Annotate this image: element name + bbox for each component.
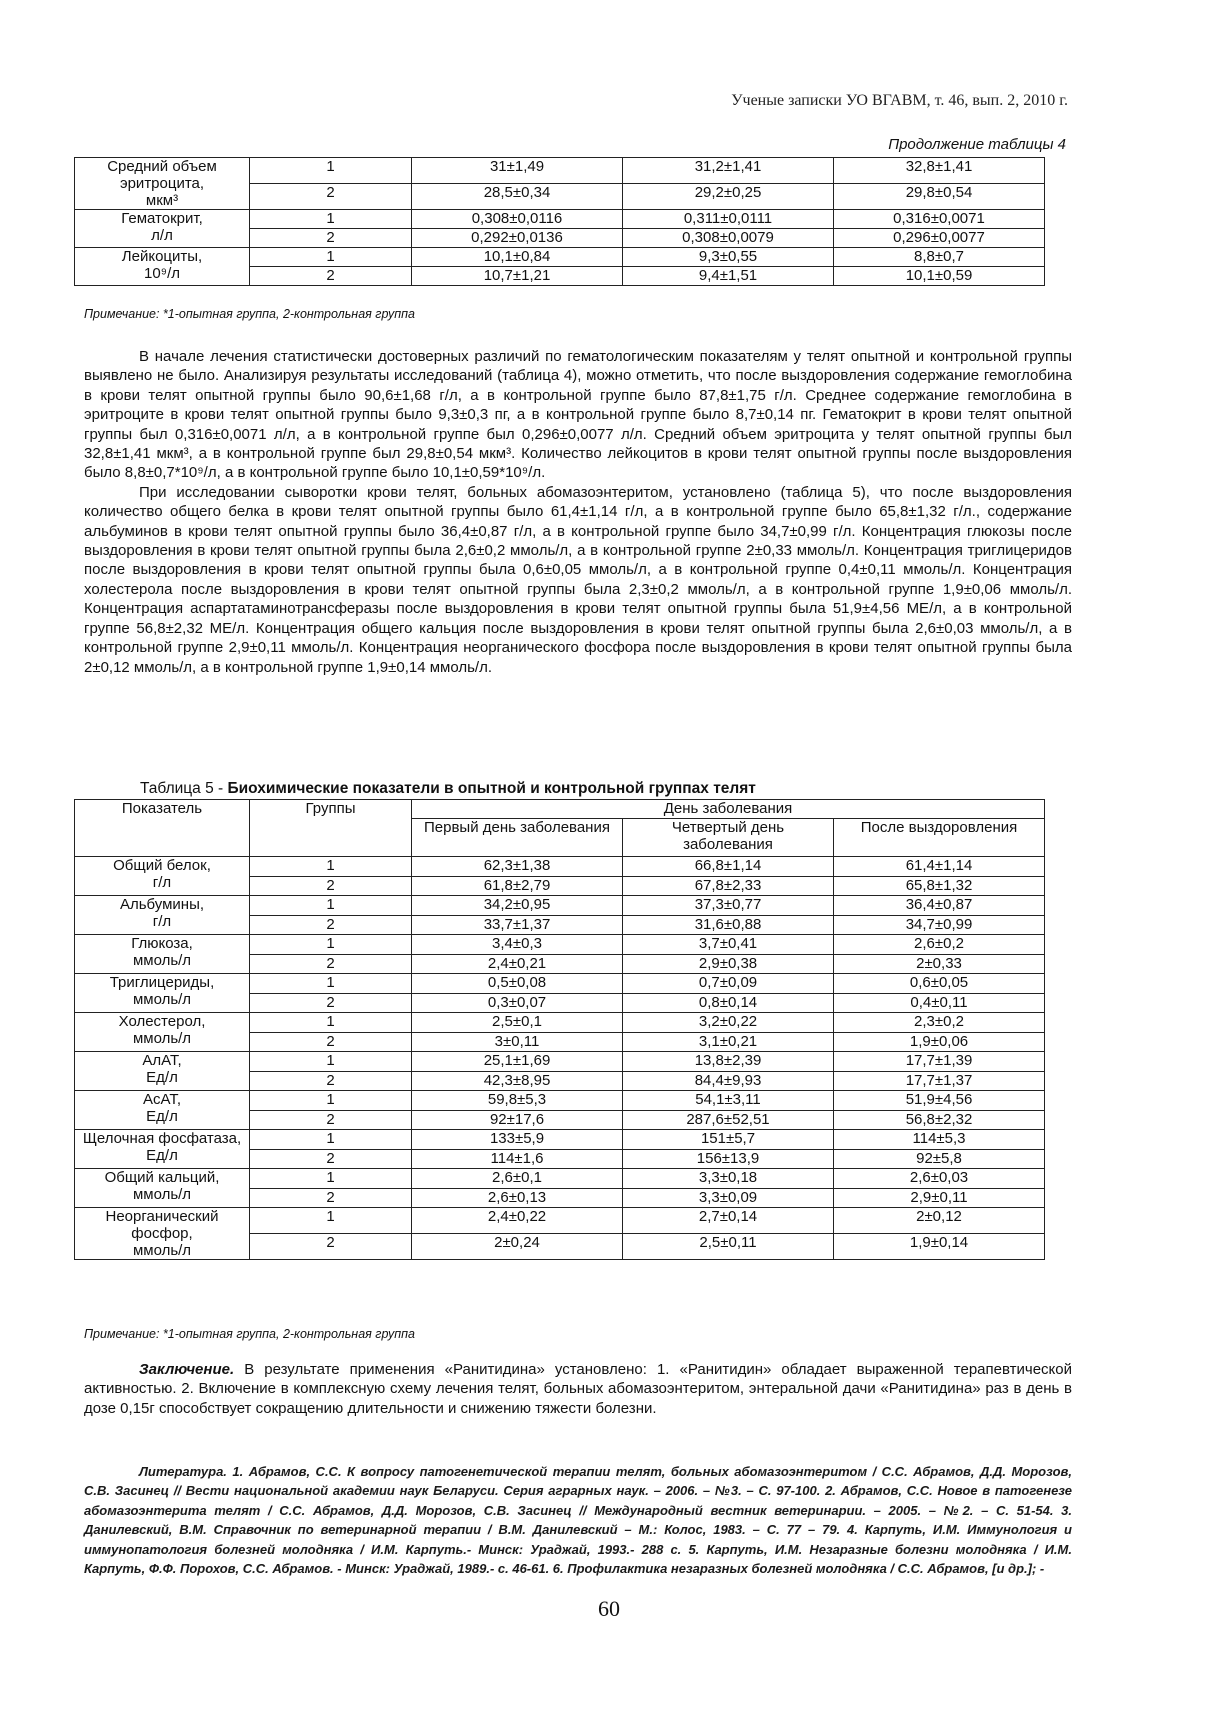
value-cell: 0,308±0,0116 — [412, 210, 623, 229]
conclusion-text: В результате применения «Ранитидина» установлено: 1. «Ранитидин» обладает выраженной терапевтической активностью. 2. Включение в комплексную схему лечения телят, больных абомазоэнтеритом, энтеральной дачи «Ранитидина» раз в день в дозе 0,15г способствует сокращению длительности и снижению тяжести болезни. — [84, 1361, 1072, 1417]
value-cell: 0,6±0,05 — [834, 974, 1045, 994]
group-number: 1 — [250, 158, 412, 184]
table-row — [75, 1130, 1045, 1150]
value-cell: 3,4±0,3 — [412, 935, 623, 955]
value-cell: 10,7±1,21 — [412, 267, 623, 286]
value-cell: 0,8±0,14 — [623, 993, 834, 1013]
value-cell: 2,4±0,21 — [412, 954, 623, 974]
indicator-name — [75, 896, 250, 935]
table5-caption — [140, 780, 756, 798]
indicator-name-line: Ед/л — [146, 1147, 178, 1164]
value-cell: 114±1,6 — [412, 1149, 623, 1169]
indicator-name — [75, 248, 250, 286]
value-cell: 156±13,9 — [623, 1149, 834, 1169]
group-number: 1 — [250, 1013, 412, 1033]
indicator-name-line: Альбумины, — [119, 896, 205, 913]
value-cell: 2±0,24 — [412, 1234, 623, 1260]
value-cell: 29,2±0,25 — [623, 184, 834, 210]
references-label: Литература. — [139, 1464, 227, 1479]
value-cell: 151±5,7 — [623, 1130, 834, 1150]
value-cell: 3,2±0,22 — [623, 1013, 834, 1033]
group-number: 2 — [250, 915, 412, 935]
value-cell: 287,6±52,51 — [623, 1110, 834, 1130]
value-cell: 28,5±0,34 — [412, 184, 623, 210]
value-cell: 0,296±0,0077 — [834, 229, 1045, 248]
value-cell: 3,3±0,18 — [623, 1169, 834, 1189]
group-number: 2 — [250, 267, 412, 286]
running-head: Ученые записки УО ВГАВМ, т. 46, вып. 2, 2010 г. — [731, 92, 1068, 109]
value-cell: 0,316±0,0071 — [834, 210, 1045, 229]
indicator-name-line: ммоль/л — [132, 991, 192, 1008]
group-number: 1 — [250, 1091, 412, 1111]
value-cell: 13,8±2,39 — [623, 1052, 834, 1072]
group-number: 1 — [250, 1130, 412, 1150]
indicator-name-line: Триглицериды, — [109, 974, 215, 991]
table4-continuation — [74, 157, 1045, 286]
indicator-name-line: Холестерол, — [118, 1013, 206, 1030]
value-cell: 9,4±1,51 — [623, 267, 834, 286]
table5-note: Примечание: *1-опытная группа, 2-контрольная группа — [84, 1327, 415, 1341]
value-cell: 2±0,12 — [834, 1208, 1045, 1234]
indicator-name-line: эритроцита, — [119, 175, 205, 192]
indicator-name — [75, 1169, 250, 1208]
value-cell: 0,5±0,08 — [412, 974, 623, 994]
group-number: 2 — [250, 1188, 412, 1208]
indicator-name — [75, 1091, 250, 1130]
indicator-name — [75, 974, 250, 1013]
indicator-name-line: АсАТ, — [142, 1091, 181, 1108]
group-number: 1 — [250, 1169, 412, 1189]
group-number: 2 — [250, 1110, 412, 1130]
indicator-name-line: 10⁹/л — [143, 265, 181, 282]
indicator-name-line: Средний объем — [107, 158, 217, 175]
indicator-name-line: г/л — [152, 874, 172, 891]
value-cell: 114±5,3 — [834, 1130, 1045, 1150]
table5-caption-prefix: Таблица 5 - — [140, 780, 228, 797]
indicator-name-line: Неорганический — [105, 1208, 219, 1225]
indicator-name-line: мкм³ — [145, 192, 179, 209]
value-cell: 3,7±0,41 — [623, 935, 834, 955]
value-cell: 2,6±0,03 — [834, 1169, 1045, 1189]
group-number: 2 — [250, 993, 412, 1013]
value-cell: 2,5±0,11 — [623, 1234, 834, 1260]
value-cell: 3,1±0,21 — [623, 1032, 834, 1052]
table-row — [75, 935, 1045, 955]
value-cell: 92±17,6 — [412, 1110, 623, 1130]
conclusion — [84, 1360, 1072, 1418]
group-number: 1 — [250, 857, 412, 877]
value-cell: 61,8±2,79 — [412, 876, 623, 896]
indicator-name — [75, 1013, 250, 1052]
table-continuation-label: Продолжение таблицы 4 — [888, 136, 1066, 153]
value-cell: 17,7±1,39 — [834, 1052, 1045, 1072]
table5-caption-title: Биохимические показатели в опытной и контрольной группах телят — [227, 780, 756, 797]
group-number: 1 — [250, 935, 412, 955]
indicator-name-line: АлАТ, — [142, 1052, 182, 1069]
value-cell: 34,7±0,99 — [834, 915, 1045, 935]
results-text — [84, 347, 1072, 677]
indicator-name-line: Гематокрит, — [121, 210, 203, 227]
indicator-name-line: фосфор, — [131, 1225, 193, 1242]
indicator-name-line: ммоль/л — [132, 1242, 192, 1259]
group-number: 2 — [250, 1032, 412, 1052]
value-cell: 3,3±0,09 — [623, 1188, 834, 1208]
table-row — [75, 857, 1045, 877]
group-number: 2 — [250, 1149, 412, 1169]
value-cell: 9,3±0,55 — [623, 248, 834, 267]
value-cell: 2,6±0,13 — [412, 1188, 623, 1208]
group-number: 1 — [250, 248, 412, 267]
indicator-name-line: ммоль/л — [132, 1186, 192, 1203]
group-number: 2 — [250, 954, 412, 974]
table-row — [75, 210, 1045, 229]
group-number: 2 — [250, 229, 412, 248]
value-cell: 66,8±1,14 — [623, 857, 834, 877]
value-cell: 2,5±0,1 — [412, 1013, 623, 1033]
value-cell: 0,3±0,07 — [412, 993, 623, 1013]
table-row — [75, 974, 1045, 994]
group-number: 2 — [250, 1071, 412, 1091]
page-number: 60 — [598, 1596, 620, 1621]
indicator-name-line: Ед/л — [146, 1108, 178, 1125]
paragraph: В начале лечения статистически достоверных различий по гематологическим показателям у телят опытной и контрольной группы выявлено не было. Анализируя результаты исследований (таблица 4), можно отметить, что после выздоровления содержание гемоглобина в крови телят опытной группы было 90,6±1,68 г/л, а в контрольной группе было 87,8±1,75 г/л. Среднее содержание гемоглобина в эритроците в крови телят опытной группы было 9,3±0,3 пг, а в контрольной группе было 8,7±0,14 пг. Гематокрит в крови телят опытной группы был 0,316±0,0071 л/л, а в контрольной группе был 0,296±0,0077 л/л. Средний объем эритроцита у телят опытной группы был 32,8±1,41 мкм³, а в контрольной группе был 29,8±0,54 мкм³. Количество лейкоцитов в крови телят опытной группы после выздоровления было 8,8±0,7*10⁹/л, а в контрольной группе было 10,1±0,59*10⁹/л. — [84, 348, 1072, 482]
value-cell: 8,8±0,7 — [834, 248, 1045, 267]
indicator-name — [75, 1208, 250, 1260]
indicator-name — [75, 857, 250, 896]
value-cell: 29,8±0,54 — [834, 184, 1045, 210]
value-cell: 2,3±0,2 — [834, 1013, 1045, 1033]
header-day: День заболевания — [412, 800, 1045, 819]
references — [84, 1462, 1072, 1578]
header-groups: Группы — [250, 800, 412, 857]
indicator-name — [75, 1052, 250, 1091]
indicator-name-line: Глюкоза, — [131, 935, 193, 952]
header-after-recovery: После выздоровления — [834, 819, 1045, 857]
value-cell: 25,1±1,69 — [412, 1052, 623, 1072]
table4-note: Примечание: *1-опытная группа, 2-контрольная группа — [84, 307, 415, 321]
value-cell: 2,6±0,2 — [834, 935, 1045, 955]
value-cell: 133±5,9 — [412, 1130, 623, 1150]
indicator-name-line: Ед/л — [146, 1069, 178, 1086]
header-first-day: Первый день заболевания — [412, 819, 623, 857]
table-row — [75, 1052, 1045, 1072]
value-cell: 62,3±1,38 — [412, 857, 623, 877]
group-number: 2 — [250, 1234, 412, 1260]
value-cell: 31,6±0,88 — [623, 915, 834, 935]
value-cell: 56,8±2,32 — [834, 1110, 1045, 1130]
value-cell: 32,8±1,41 — [834, 158, 1045, 184]
group-number: 2 — [250, 876, 412, 896]
value-cell: 10,1±0,84 — [412, 248, 623, 267]
value-cell: 34,2±0,95 — [412, 896, 623, 916]
header-fourth-day: Четвертый день заболевания — [623, 819, 834, 857]
table-row — [75, 1169, 1045, 1189]
value-cell: 3±0,11 — [412, 1032, 623, 1052]
indicator-name — [75, 158, 250, 210]
indicator-name-line: Общий кальций, — [104, 1169, 220, 1186]
value-cell: 2,9±0,11 — [834, 1188, 1045, 1208]
value-cell: 0,311±0,0111 — [623, 210, 834, 229]
indicator-name-line: Лейкоциты, — [121, 248, 203, 265]
table-row — [75, 248, 1045, 267]
table-row — [75, 1208, 1045, 1234]
indicator-name-line: г/л — [152, 913, 172, 930]
indicator-name-line: Общий белок, — [113, 857, 211, 874]
value-cell: 59,8±5,3 — [412, 1091, 623, 1111]
value-cell: 0,308±0,0079 — [623, 229, 834, 248]
header-indicator: Показатель — [75, 800, 250, 857]
value-cell: 0,7±0,09 — [623, 974, 834, 994]
indicator-name — [75, 210, 250, 248]
value-cell: 0,292±0,0136 — [412, 229, 623, 248]
value-cell: 31±1,49 — [412, 158, 623, 184]
group-number: 1 — [250, 974, 412, 994]
indicator-name-line: ммоль/л — [132, 952, 192, 969]
value-cell: 17,7±1,37 — [834, 1071, 1045, 1091]
value-cell: 2,4±0,22 — [412, 1208, 623, 1234]
value-cell: 36,4±0,87 — [834, 896, 1045, 916]
table5 — [74, 799, 1045, 1260]
group-number: 2 — [250, 184, 412, 210]
indicator-name-line: л/л — [151, 227, 173, 244]
table-row — [75, 1013, 1045, 1033]
references-text: 1. Абрамов, С.С. К вопросу патогенетической терапии телят, больных абомазоэнтеритом / С.С. Абрамов, Д.Д. Морозов, С.В. Засинец // Вести национальной академии наук Беларуси. Серия аграрных наук. – 2006. – №3. – С. 97-100. 2. Абрамов, С.С. Новое в патогенезе абомазоэнтерита телят / С.С. Абрамов, Д.Д. Морозов, С.В. Засинец // Международный вестник ветеринарии. – 2005. – №2. – С. 51-54. 3. Данилевский, В.М. Справочник по ветеринарной терапии / В.М. Данилевский – М.: Колос, 1983. – С. 77 – 79. 4. Карпуть, И.М. Иммунология и иммунопатология болезней молодняка / И.М. Карпуть.- Минск: Ураджай, 1993.- 288 с. 5. Карпуть, И.М. Незаразные болезни молодняка / И.М. Карпуть, Ф.Ф. Порохов, С.С. Абрамов. - Минск: Ураджай, 1989.- с. 46-61. 6. Профилактика незаразных болезней молодняка / С.С. Абрамов, [и др.]; - — [84, 1464, 1072, 1577]
group-number: 1 — [250, 1208, 412, 1234]
table-row — [75, 896, 1045, 916]
value-cell: 92±5,8 — [834, 1149, 1045, 1169]
value-cell: 1,9±0,06 — [834, 1032, 1045, 1052]
conclusion-label: Заключение. — [139, 1361, 235, 1378]
value-cell: 1,9±0,14 — [834, 1234, 1045, 1260]
paragraph: При исследовании сыворотки крови телят, больных абомазоэнтеритом, установлено (таблица 5), что после выздоровления количество общего белка в крови телят опытной группы было 61,4±1,14 г/л, а в контрольной группе было 65,8±1,32 г/л., содержание альбуминов в крови телят опытной группы было 36,4±0,87 г/л, а в контрольной группе было 34,7±0,99 г/л. Концентрация глюкозы после выздоровления в крови телят опытной группы была 2,6±0,2 ммоль/л, а в контрольной группе 2±0,33 ммоль/л. Концентрация триглицеридов после выздоровления в крови телят опытной группы была 0,6±0,05 ммоль/л, а в контрольной группе 0,4±0,11 ммоль/л. Концентрация холестерола после выздоровления в крови телят опытной группы была 2,3±0,2 ммоль/л, а в контрольной группе 1,9±0,06 ммоль/л. Концентрация аспартатаминотрансферазы после выздоровления в крови телят опытной группы была 51,9±4,56 МЕ/л, а в контрольной группе 56,8±2,32 МЕ/л. Концентрация общего кальция после выздоровления в крови телят опытной группы была 2,6±0,03 ммоль/л, а в контрольной группе 2,9±0,11 ммоль/л. Концентрация неорганического фосфора после выздоровления в крови телят опытной группы была 2±0,12 ммоль/л, а в контрольной группе 1,9±0,14 ммоль/л. — [84, 483, 1072, 676]
value-cell: 54,1±3,11 — [623, 1091, 834, 1111]
value-cell: 61,4±1,14 — [834, 857, 1045, 877]
value-cell: 2±0,33 — [834, 954, 1045, 974]
group-number: 1 — [250, 1052, 412, 1072]
value-cell: 84,4±9,93 — [623, 1071, 834, 1091]
value-cell: 2,9±0,38 — [623, 954, 834, 974]
value-cell: 65,8±1,32 — [834, 876, 1045, 896]
table-row — [75, 1091, 1045, 1111]
value-cell: 31,2±1,41 — [623, 158, 834, 184]
value-cell: 67,8±2,33 — [623, 876, 834, 896]
value-cell: 42,3±8,95 — [412, 1071, 623, 1091]
table-row — [75, 158, 1045, 184]
value-cell: 10,1±0,59 — [834, 267, 1045, 286]
value-cell: 51,9±4,56 — [834, 1091, 1045, 1111]
value-cell: 0,4±0,11 — [834, 993, 1045, 1013]
indicator-name-line: Щелочная фосфатаза, — [82, 1130, 242, 1147]
value-cell: 2,7±0,14 — [623, 1208, 834, 1234]
group-number: 1 — [250, 210, 412, 229]
value-cell: 2,6±0,1 — [412, 1169, 623, 1189]
indicator-name — [75, 935, 250, 974]
value-cell: 37,3±0,77 — [623, 896, 834, 916]
indicator-name — [75, 1130, 250, 1169]
value-cell: 33,7±1,37 — [412, 915, 623, 935]
indicator-name-line: ммоль/л — [132, 1030, 192, 1047]
group-number: 1 — [250, 896, 412, 916]
